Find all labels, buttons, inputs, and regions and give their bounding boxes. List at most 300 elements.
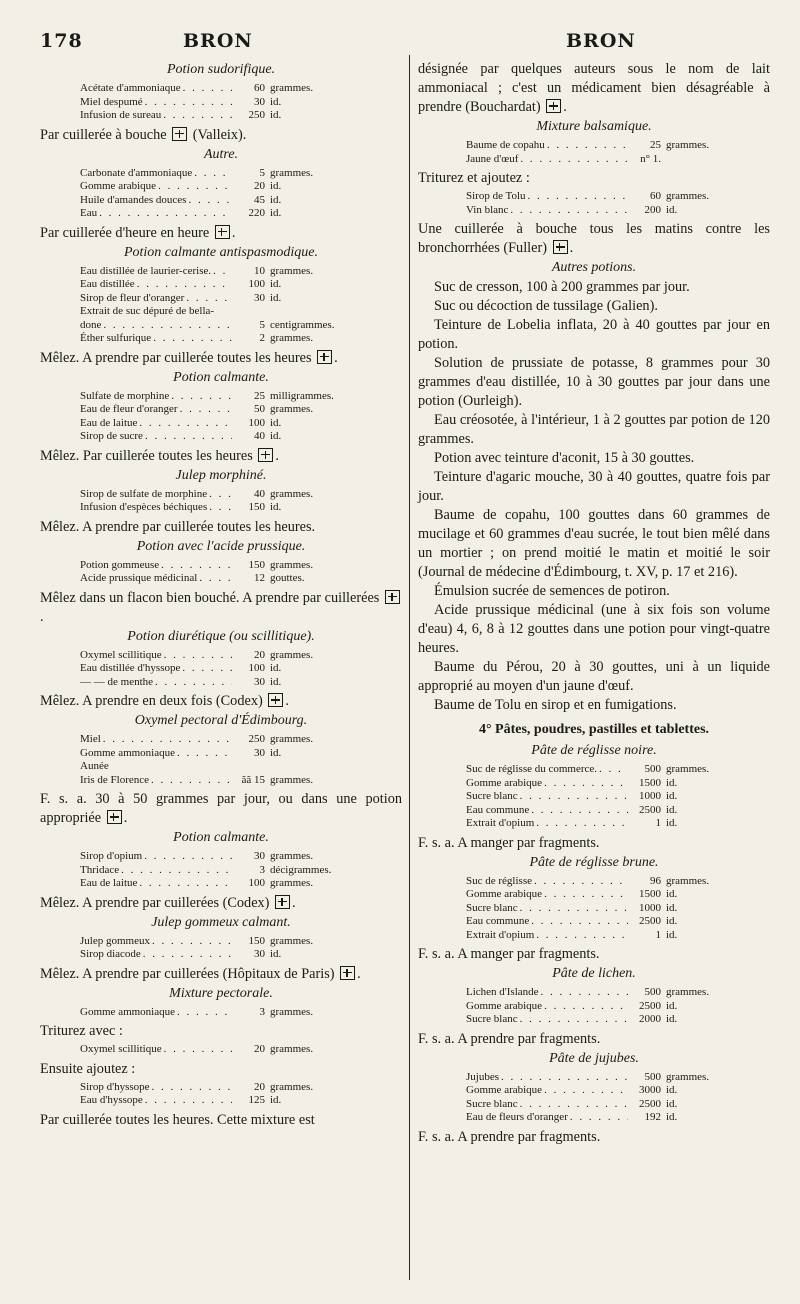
ingredient-name: Extrait d'opium	[466, 817, 535, 829]
ingredient-unit: grammes.	[270, 264, 314, 277]
ingredient-unit: grammes.	[666, 986, 710, 998]
ingredient-unit: grammes.	[270, 1043, 314, 1055]
ingredient-quantity: 3000	[639, 1084, 661, 1096]
paragraph	[418, 316, 770, 354]
ingredient-quantity: 150	[248, 558, 265, 571]
ingredient-unit: centigrammes.	[270, 318, 335, 331]
ingredient-unit: id.	[666, 999, 678, 1012]
ingredient-row	[466, 777, 756, 791]
ingredient-quantity: 10	[254, 264, 265, 277]
ingredient-row	[80, 948, 360, 962]
ingredient-quantity: 50	[254, 403, 265, 415]
leader-dots	[143, 948, 232, 962]
ingredient-quantity: 1000	[639, 790, 661, 802]
paragraph-text: Suc ou décoction de tussilage (Galien).	[434, 298, 658, 314]
ingredient-list	[80, 265, 360, 346]
ingredient-quantity: 40	[254, 487, 265, 500]
ingredient-row	[80, 207, 360, 221]
paragraph-text: .	[40, 608, 44, 625]
ingredient-unit: id.	[270, 675, 282, 688]
paragraph	[40, 894, 402, 913]
ingredient-list	[80, 390, 360, 444]
ingredient-name: Sirop de sucre	[80, 430, 143, 442]
leader-dots	[164, 649, 232, 663]
ingredient-name: Eau d'hyssope	[80, 1094, 143, 1106]
paragraph	[418, 220, 770, 258]
ingredient-list	[80, 167, 360, 221]
paragraph-text: Potion avec teinture d'aconit, 15 à 30 gouttes.	[434, 450, 695, 466]
ingredient-row	[80, 662, 360, 676]
paragraph-text: Triturez et ajoutez :	[418, 170, 530, 186]
ingredient-quantity: 150	[248, 934, 265, 947]
paragraph-text: Acide prussique médicinal (une à six fois son volume d'eau) 4, 6, 8 à 12 gouttes dans une potion pour vingt-quatre heures.	[418, 602, 770, 656]
ingredient-name: Sulfate de morphine	[80, 389, 170, 402]
ingredient-quantity: 250	[248, 733, 265, 745]
ingredient-row	[80, 877, 360, 891]
paragraph-text: F. s. a. A manger par fragments.	[418, 834, 600, 851]
ingredient-unit: grammes.	[666, 1070, 710, 1083]
recipe-title: Autres potions.	[551, 260, 637, 275]
ingredient-unit: grammes.	[270, 403, 314, 415]
leader-dots	[99, 207, 232, 221]
ingredient-name: Suc de réglisse	[466, 874, 532, 887]
ingredient-quantity: 150	[248, 501, 265, 513]
ingredient-name: Sucre blanc	[466, 901, 518, 914]
ingredient-name: Huile d'amandes douces	[80, 193, 187, 206]
ingredient-unit: grammes.	[270, 733, 314, 745]
plus-box-icon	[215, 225, 230, 239]
plus-box-icon	[553, 240, 568, 254]
leader-dots	[182, 662, 232, 676]
paragraph	[418, 1030, 770, 1049]
recipe-title: Potion calmante.	[173, 369, 269, 385]
ingredient-row	[80, 559, 360, 573]
leader-dots	[145, 96, 232, 110]
paragraph-text: .	[334, 349, 338, 366]
ingredient-row	[80, 278, 360, 292]
paragraph	[418, 449, 770, 468]
ingredient-list	[80, 733, 360, 787]
ingredient-name: — — de menthe	[80, 675, 154, 688]
ingredient-name: Sucre blanc	[466, 1013, 518, 1025]
ingredient-quantity: ãã 15	[241, 773, 265, 786]
ingredient-unit: id.	[666, 928, 678, 941]
ingredient-list	[80, 488, 360, 515]
paragraph	[40, 589, 402, 627]
ingredient-unit: gouttes.	[270, 572, 305, 584]
paragraph-text: Teinture de Lobelia inflata, 20 à 40 gouttes par jour en potion.	[418, 317, 770, 352]
paragraph-text: Par cuillerée à bouche	[40, 126, 171, 143]
ingredient-row	[466, 817, 756, 831]
ingredient-row	[80, 403, 360, 417]
ingredient-unit: grammes.	[270, 1080, 314, 1093]
paragraph-text: F. s. a. A prendre par fragments.	[418, 1030, 601, 1047]
ingredient-quantity: 500	[644, 1070, 661, 1083]
ingredient-list	[80, 559, 360, 586]
ingredient-quantity: 25	[650, 139, 661, 151]
recipe-title: Potion avec l'acide prussique.	[136, 538, 306, 554]
ingredient-name: Gomme ammoniaque	[80, 1005, 176, 1018]
ingredient-row	[466, 153, 756, 167]
ingredient-quantity: 200	[644, 203, 661, 216]
ingredient-list	[80, 1006, 360, 1020]
paragraph-text: .	[275, 447, 279, 464]
plus-box-icon	[268, 693, 283, 707]
ingredient-list	[466, 986, 756, 1027]
ingredient-unit: id.	[270, 416, 282, 429]
paragraph-text: Ensuite ajoutez :	[40, 1060, 136, 1077]
ingredient-row	[466, 139, 756, 153]
ingredient-name: Gomme arabique	[466, 1084, 543, 1096]
paragraph-text: Mêlez. A prendre par cuillerée toutes les heures	[40, 349, 316, 366]
ingredient-name: Lichen d'Islande	[466, 986, 539, 998]
ingredient-row	[466, 875, 756, 889]
ingredient-name: Sirop de sulfate de morphine	[80, 487, 208, 500]
ingredient-row	[80, 417, 360, 431]
ingredient-name: Sucre blanc	[466, 1097, 518, 1110]
ingredient-unit: grammes.	[270, 166, 314, 179]
paragraph	[418, 354, 770, 411]
ingredient-name: Miel	[80, 733, 101, 745]
paragraph	[418, 169, 770, 188]
ingredient-quantity: 45	[254, 193, 265, 206]
ingredient-name: Eau distillée de laurier-cerise.	[80, 264, 212, 277]
paragraph	[418, 411, 770, 449]
paragraph-text: désignée par quelques auteurs sous le nom de lait ammoniacal ; c'est un médicament bien désagréable à prendre (Bouchardat)	[418, 61, 770, 115]
ingredient-unit: grammes.	[270, 877, 314, 889]
paragraph-text: Par cuillerée d'heure en heure	[40, 224, 213, 241]
paragraph	[40, 126, 402, 145]
leader-dots	[186, 292, 232, 306]
paragraph-text: Eau créosotée, à l'intérieur, 1 à 2 gouttes par potion de 120 grammes.	[418, 412, 770, 447]
ingredient-quantity: 100	[248, 416, 265, 429]
paragraph	[418, 1128, 770, 1147]
paragraph	[418, 945, 770, 964]
ingredient-row	[466, 929, 756, 943]
leader-dots	[145, 1094, 232, 1108]
paragraph	[418, 601, 770, 658]
ingredient-name: Julep gommeux	[80, 934, 150, 947]
ingredient-name: Vin blanc	[466, 203, 509, 216]
ingredient-name: Infusion de sureau	[80, 109, 162, 121]
leader-dots	[144, 850, 232, 864]
recipe-title: Potion sudorifique.	[166, 62, 276, 77]
plus-box-icon	[385, 590, 400, 604]
ingredient-row	[466, 804, 756, 818]
ingredient-name: Eau distillée d'hyssope	[80, 662, 181, 674]
leader-dots	[145, 430, 232, 444]
paragraph-text: Émulsion sucrée de semences de potiron.	[434, 583, 670, 599]
ingredient-unit: id.	[270, 430, 282, 442]
ingredient-name: Carbonate d'ammoniaque	[80, 166, 193, 179]
recipe-title: Oxymel pectoral d'Édimbourg.	[134, 713, 308, 728]
ingredient-quantity: n° 1.	[640, 152, 661, 165]
ingredient-row	[80, 1043, 360, 1057]
paragraph	[40, 224, 402, 243]
paragraph-text: .	[231, 224, 236, 241]
ingredient-row	[80, 319, 360, 333]
ingredient-unit: id.	[270, 746, 282, 759]
ingredient-unit: grammes.	[270, 648, 314, 661]
ingredient-name: Sirop d'opium	[80, 850, 143, 862]
ingredient-unit: grammes.	[270, 558, 314, 571]
ingredient-name: Extrait de suc dépuré de bella-	[80, 305, 215, 317]
ingredient-unit: id.	[270, 109, 282, 121]
leader-dots	[188, 194, 232, 208]
plus-box-icon	[317, 350, 332, 364]
paragraph-text: .	[292, 894, 296, 911]
right-column	[418, 60, 770, 1147]
leader-dots	[164, 1043, 232, 1057]
leader-dots	[177, 747, 232, 761]
ingredient-quantity: 2500	[639, 999, 661, 1012]
leader-dots	[183, 82, 232, 96]
ingredient-unit: id.	[270, 193, 282, 206]
ingredient-quantity: 30	[254, 291, 265, 304]
leader-dots	[151, 774, 232, 788]
section-heading: 4° Pâtes, poudres, pastilles et tablettes.	[478, 722, 710, 737]
ingredient-list	[80, 1081, 360, 1108]
ingredient-unit: grammes.	[270, 934, 314, 947]
ingredient-name: Sirop de fleur d'oranger	[80, 291, 185, 304]
ingredient-unit: id.	[270, 207, 282, 219]
leader-dots	[199, 572, 232, 586]
leader-dots	[139, 417, 232, 431]
ingredient-list	[466, 875, 756, 943]
leader-dots	[531, 915, 628, 929]
ingredient-name: Gomme arabique	[466, 776, 543, 789]
ingredient-row	[80, 194, 360, 208]
ingredient-unit: id.	[666, 817, 678, 829]
left-column	[40, 60, 402, 1130]
leader-dots	[171, 390, 232, 404]
paragraph	[418, 278, 770, 297]
recipe-title: Pâte de lichen.	[552, 966, 636, 981]
ingredient-unit: id.	[666, 915, 678, 927]
recipe-title: Julep gommeux calmant.	[151, 914, 291, 930]
ingredient-quantity: 30	[254, 948, 265, 960]
ingredient-unit: grammes.	[270, 332, 314, 344]
ingredient-unit: grammes.	[270, 487, 314, 500]
leader-dots	[541, 986, 628, 1000]
ingredient-quantity: 250	[248, 109, 265, 121]
leader-dots	[544, 1084, 628, 1098]
leader-dots	[536, 817, 628, 831]
ingredient-list	[466, 139, 756, 166]
ingredient-unit: id.	[270, 501, 282, 513]
plus-box-icon	[275, 895, 290, 909]
ingredient-quantity: 100	[248, 877, 265, 889]
left-running-title: BRON	[183, 30, 253, 52]
ingredient-quantity: 60	[650, 190, 661, 202]
recipe-title: Mixture balsamique.	[536, 119, 652, 134]
ingredient-row	[80, 265, 360, 279]
ingredient-row	[80, 1094, 360, 1108]
ingredient-list	[466, 1071, 756, 1125]
leader-dots	[158, 180, 232, 194]
ingredient-quantity: 12	[254, 572, 265, 584]
paragraph-text: .	[123, 810, 128, 826]
paragraph-text: F. s. a. 30 à 50 grammes par jour, ou dans une potion appropriée	[40, 791, 402, 826]
ingredient-quantity: 96	[650, 874, 661, 887]
paragraph-text: Par cuillerée toutes les heures. Cette mixture est	[40, 1111, 315, 1128]
paragraph-text: .	[357, 965, 361, 982]
leader-dots	[544, 888, 628, 902]
ingredient-quantity: 30	[254, 675, 265, 688]
ingredient-name: Iris de Florence	[80, 773, 150, 786]
paragraph	[40, 518, 402, 537]
leader-dots	[161, 559, 232, 573]
ingredient-unit: id.	[270, 662, 282, 674]
ingredient-row	[80, 760, 360, 774]
ingredient-unit: id.	[270, 291, 282, 304]
paragraph	[418, 582, 770, 601]
leader-dots	[139, 877, 232, 891]
ingredient-name: Sucre blanc	[466, 790, 518, 802]
ingredient-list	[80, 649, 360, 690]
ingredient-unit: id.	[270, 948, 282, 960]
paragraph-text: Mêlez. Par cuillerée toutes les heures	[40, 447, 257, 464]
leader-dots	[534, 875, 628, 889]
ingredient-name: Infusion d'espèces béchiques	[80, 501, 208, 513]
ingredient-name: Eau de fleur d'oranger	[80, 403, 178, 415]
paragraph	[40, 349, 402, 368]
ingredient-row	[80, 332, 360, 346]
ingredient-quantity: 60	[254, 82, 265, 94]
paragraph	[418, 468, 770, 506]
plus-box-icon	[107, 810, 122, 824]
leader-dots	[520, 790, 628, 804]
ingredient-row	[466, 790, 756, 804]
ingredient-row	[80, 1081, 360, 1095]
ingredient-unit: id.	[666, 888, 678, 900]
ingredient-quantity: 1000	[639, 901, 661, 914]
ingredient-row	[80, 390, 360, 404]
leader-dots	[103, 319, 232, 333]
paragraph-text: (Valleix).	[189, 126, 247, 143]
leader-dots	[194, 167, 232, 181]
leader-dots	[153, 332, 232, 346]
ingredient-unit: id.	[666, 1013, 678, 1025]
ingredient-row	[466, 1111, 756, 1125]
paragraph-text: F. s. a. A manger par fragments.	[418, 946, 600, 962]
paragraph	[40, 1022, 402, 1041]
ingredient-name: Acétate d'ammoniaque	[80, 82, 181, 94]
ingredient-row	[466, 915, 756, 929]
ingredient-quantity: 20	[254, 648, 265, 661]
ingredient-name: Eau commune	[466, 803, 530, 816]
leader-dots	[152, 935, 232, 949]
ingredient-unit: milligrammes.	[270, 389, 334, 402]
ingredient-name: Extrait d'opium	[466, 928, 535, 941]
paragraph-text: F. s. a. A prendre par fragments.	[418, 1128, 601, 1145]
paragraph	[40, 965, 402, 984]
ingredient-quantity: 220	[248, 207, 265, 219]
ingredient-name: Sirop diacode	[80, 948, 141, 960]
ingredient-row	[466, 1098, 756, 1112]
ingredient-unit: id.	[666, 1084, 678, 1096]
ingredient-quantity: 1500	[639, 776, 661, 789]
ingredient-name: Eau de laitue	[80, 416, 138, 429]
ingredient-row	[80, 292, 360, 306]
paragraph-text: Mêlez. A prendre en deux fois (Codex)	[40, 693, 267, 709]
paragraph-text: Mêlez. A prendre par cuillerées (Codex)	[40, 894, 274, 911]
paragraph-text: Mêlez. A prendre par cuillerées (Hôpitaux de Paris)	[40, 965, 339, 982]
ingredient-unit: id.	[666, 203, 678, 216]
leader-dots	[209, 501, 232, 515]
leader-dots	[520, 1013, 628, 1027]
ingredient-row	[80, 96, 360, 110]
ingredient-unit: grammes.	[270, 1005, 314, 1018]
ingredient-row	[466, 1013, 756, 1027]
paragraph	[418, 834, 770, 853]
paragraph-text: Baume du Pérou, 20 à 30 gouttes, uni à un liquide approprié au moyen d'un jaune d'œuf.	[418, 659, 770, 694]
plus-box-icon	[340, 966, 355, 980]
ingredient-unit: grammes.	[270, 82, 314, 94]
ingredient-name: Eau de fleurs d'oranger	[466, 1111, 568, 1123]
leader-dots	[531, 804, 628, 818]
ingredient-list	[80, 1043, 360, 1057]
paragraph-text: .	[569, 240, 574, 256]
ingredient-quantity: 2500	[639, 915, 661, 927]
paragraph	[418, 60, 770, 117]
ingredient-unit: id.	[666, 1111, 678, 1123]
leader-dots	[155, 676, 232, 690]
ingredient-quantity: 100	[248, 662, 265, 674]
leader-dots	[520, 1098, 628, 1112]
ingredient-list	[80, 82, 360, 123]
ingredient-name: Sirop d'hyssope	[80, 1080, 150, 1093]
plus-box-icon	[258, 448, 273, 462]
column-divider	[409, 55, 410, 1280]
paragraph	[40, 692, 402, 711]
ingredient-list	[466, 190, 756, 217]
ingredient-name: Baume de copahu	[466, 139, 545, 151]
recipe-title: Potion calmante.	[173, 830, 269, 845]
ingredient-unit: grammes.	[666, 139, 710, 151]
leader-dots	[209, 488, 232, 502]
leader-dots	[544, 1000, 628, 1014]
ingredient-row	[466, 1000, 756, 1014]
ingredient-list	[80, 850, 360, 891]
ingredient-row	[80, 850, 360, 864]
ingredient-row	[80, 864, 360, 878]
paragraph-text: Teinture d'agaric mouche, 30 à 40 gouttes, quatre fois par jour.	[418, 469, 770, 504]
leader-dots	[163, 109, 232, 123]
ingredient-row	[80, 733, 360, 747]
ingredient-unit: grammes.	[666, 763, 710, 775]
paragraph-text: Mêlez. A prendre par cuillerée toutes les heures.	[40, 518, 316, 535]
ingredient-row	[80, 676, 360, 690]
ingredient-name: Oxymel scillitique	[80, 1043, 162, 1055]
paragraph	[40, 447, 402, 466]
recipe-title: Julep morphiné.	[175, 467, 267, 483]
paragraph	[40, 1060, 402, 1079]
ingredient-row	[80, 430, 360, 444]
ingredient-list	[80, 935, 360, 962]
ingredient-unit: grammes.	[666, 874, 710, 887]
ingredient-quantity: 2500	[639, 803, 661, 816]
recipe-title: Pâte de jujubes.	[549, 1050, 639, 1066]
ingredient-name: Aunée	[80, 760, 109, 772]
ingredient-row	[80, 82, 360, 96]
paragraph	[418, 658, 770, 696]
ingredient-row	[80, 305, 360, 319]
ingredient-row	[466, 1071, 756, 1085]
ingredient-quantity: 100	[248, 278, 265, 290]
ingredient-quantity: 5	[259, 166, 265, 179]
ingredient-quantity: 500	[644, 986, 661, 998]
